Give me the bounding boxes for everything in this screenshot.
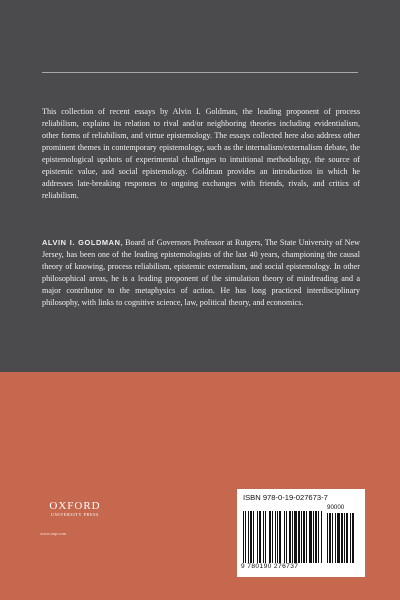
isbn-barcode-box (237, 489, 365, 577)
isbn-label: ISBN 978-0-19-027673-7 (243, 493, 328, 502)
publisher-website: www.oup.com (40, 531, 67, 536)
author-name: ALVIN I. GOLDMAN (42, 238, 121, 247)
publisher-name: OXFORD (49, 500, 101, 512)
publisher-logo (40, 500, 110, 518)
publisher-subname: UNIVERSITY PRESS (51, 512, 99, 517)
price-barcode-icon (327, 513, 359, 563)
barcode-digits: 9 780190 276737 (241, 563, 299, 570)
author-bio (42, 237, 360, 309)
book-description: This collection of recent essays by Alvin I. Goldman, the leading proponent of process reliabilism, explains its relation to rival and/or neighboring theories including evidentialism, other forms of reliabilism, and virtue epistemology. The essays collected here also address other prominent themes in contemporary epistemology, such as the internalism/externalism debate, the epistemological upshots of experimental challenges to intuitional methodology, the source of epistemic value, and social epistemology. Goldman provides an introduction in which he addresses late-breaking responses to ongoing exchanges with friends, rivals, and critics of reliabilism. (42, 107, 360, 201)
barcode-icon (243, 511, 323, 563)
price-code: 90000 (327, 504, 345, 511)
divider-rule (42, 72, 358, 73)
author-bio-text: , Board of Governors Professor at Rutgers, The State University of New Jersey, has been one of the leading epistemologists of the last 40 years, championing the causal theory of knowing, process reliabilism, epistemic externalism, and social epistemology. In other philosophical areas, he is a leading proponent of the simulation theory of mindreading and a major contributor to the metaphysics of action. He has long practiced interdisciplinary philosophy, with links to cognitive science, law, political theory, and economics. (42, 238, 360, 308)
